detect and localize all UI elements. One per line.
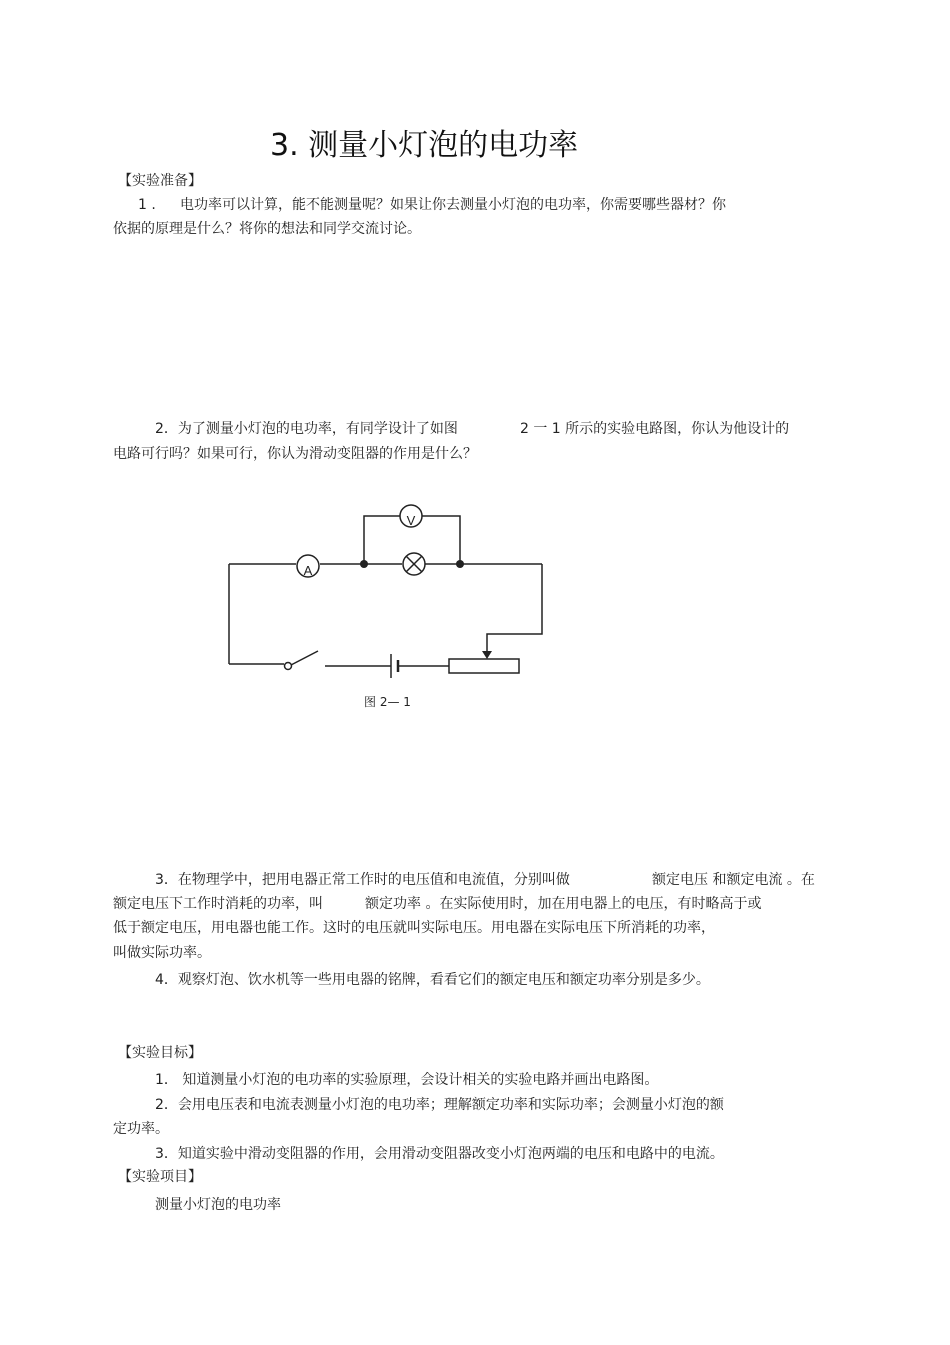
question-1-line-2: 依据的原理是什么？将你的想法和同学交流讨论。 (113, 221, 421, 237)
switch-pivot (285, 663, 292, 670)
switch-blade (291, 651, 318, 665)
goal-2-line-2: 定功率。 (113, 1121, 169, 1137)
voltmeter-label: V (406, 513, 416, 528)
question-3-line-1a: 3．在物理学中，把用电器正常工作时的电压值和电流值，分别叫做 (155, 872, 570, 888)
section-heading-project: 【实验项目】 (118, 1169, 202, 1185)
junction-node-left (360, 560, 368, 568)
right-wire (487, 564, 542, 655)
question-3-line-3: 低于额定电压，用电器也能工作。这时的电压就叫实际电压。用电器在实际电压下所消耗的功率， (113, 920, 715, 936)
goal-1: 1． 知道测量小灯泡的电功率的实验原理，会设计相关的实验电路并画出电路图。 (155, 1072, 659, 1088)
section-heading-goals: 【实验目标】 (118, 1045, 202, 1061)
project-item: 测量小灯泡的电功率 (155, 1197, 281, 1213)
question-3-line-4: 叫做实际功率。 (113, 945, 211, 961)
section-heading-prep: 【实验准备】 (118, 173, 202, 189)
figure-caption: 图 2— 1 (364, 695, 411, 709)
junction-node-right (456, 560, 464, 568)
goal-2-line-1: 2．会用电压表和电流表测量小灯泡的电功率；理解额定功率和实际功率；会测量小灯泡的额 (155, 1097, 724, 1113)
question-2-line-1b: 2 一 1 所示的实验电路图，你认为他设计的 (520, 421, 790, 437)
question-1-line-1: 电功率可以计算，能不能测量呢？如果让你去测量小灯泡的电功率，你需要哪些器材？你 (180, 197, 726, 213)
question-3-line-2a: 额定电压下工作时消耗的功率，叫 (113, 896, 323, 912)
page-title: 3. 测量小灯泡的电功率 (270, 128, 579, 163)
question-3-line-1b: 额定电压 和额定电流 。在 (652, 872, 815, 888)
rheostat-slider-arrow (482, 651, 492, 659)
goal-3: 3．知道实验中滑动变阻器的作用，会用滑动变阻器改变小灯泡两端的电压和电路中的电流。 (155, 1146, 724, 1162)
question-2-line-2: 电路可行吗？如果可行，你认为滑动变阻器的作用是什么？ (113, 446, 477, 462)
rheostat-symbol (449, 659, 519, 673)
question-1-number: 1 . (138, 197, 156, 213)
question-3-line-2b: 额定功率 。在实际使用时，加在用电器上的电压，有时略高于或 (365, 896, 762, 912)
question-2-line-1a: 2．为了测量小灯泡的电功率，有同学设计了如图 (155, 421, 458, 437)
ammeter-label: A (303, 563, 313, 578)
question-4: 4．观察灯泡、饮水机等一些用电器的铭牌，看看它们的额定电压和额定功率分别是多少。 (155, 972, 710, 988)
